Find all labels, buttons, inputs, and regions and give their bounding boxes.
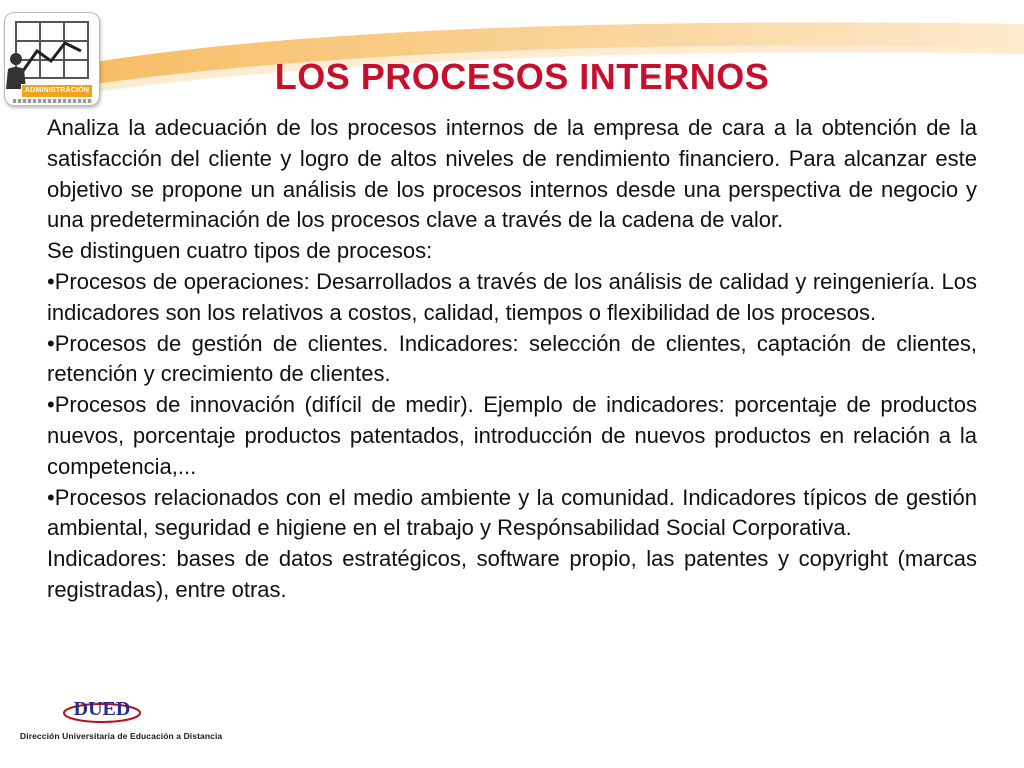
dued-logo (60, 693, 150, 727)
bullet-innovacion: •Procesos de innovación (difícil de medir). Ejemplo de indicadores: porcentaje de productos nuevos, porcentaje productos patentados, introducción de nuevos productos en relación a la competencia,... (47, 392, 977, 479)
paragraph-intro: Analiza la adecuación de los procesos internos de la empresa de cara a la obtención de la satisfacción del cliente y logro de altos niveles de rendimiento financiero. Para alcanzar este objetivo se propone un análisis de los procesos internos desde una perspectiva de negocio y una predeterminación de los procesos clave a través de la cadena de valor. (47, 115, 977, 233)
paragraph-types: Se distinguen cuatro tipos de procesos: (47, 238, 433, 264)
logo-subline (13, 99, 93, 103)
paragraph-indicadores: Indicadores: bases de datos estratégicos, software propio, las patentes y copyright (marcas registradas), entre otras. (47, 546, 977, 602)
bullet-clientes: •Procesos de gestión de clientes. Indicadores: selección de clientes, captación de clientes, retención y crecimiento de clientes. (47, 330, 977, 387)
slide-body (47, 113, 977, 606)
bullet-operaciones: •Procesos de operaciones: Desarrollados a través de los análisis de calidad y reingeniería. Los indicadores son los relativos a costos, calidad, tiempos o flexibilidad de los procesos. (47, 268, 977, 325)
dued-logo-text: DUED (73, 698, 131, 720)
bullet-medio-ambiente: •Procesos relacionados con el medio ambiente y la comunidad. Indicadores típicos de gestión ambiental, seguridad e higiene en el trabajo y Respónsabilidad Social Corporativa. (47, 484, 977, 541)
page-title: LOS PROCESOS INTERNOS (274, 56, 770, 97)
logo-label: ADMINISTRACIÓN (21, 84, 93, 98)
institution-name: Dirección Universitaria de Educación a Distancia (20, 731, 223, 741)
